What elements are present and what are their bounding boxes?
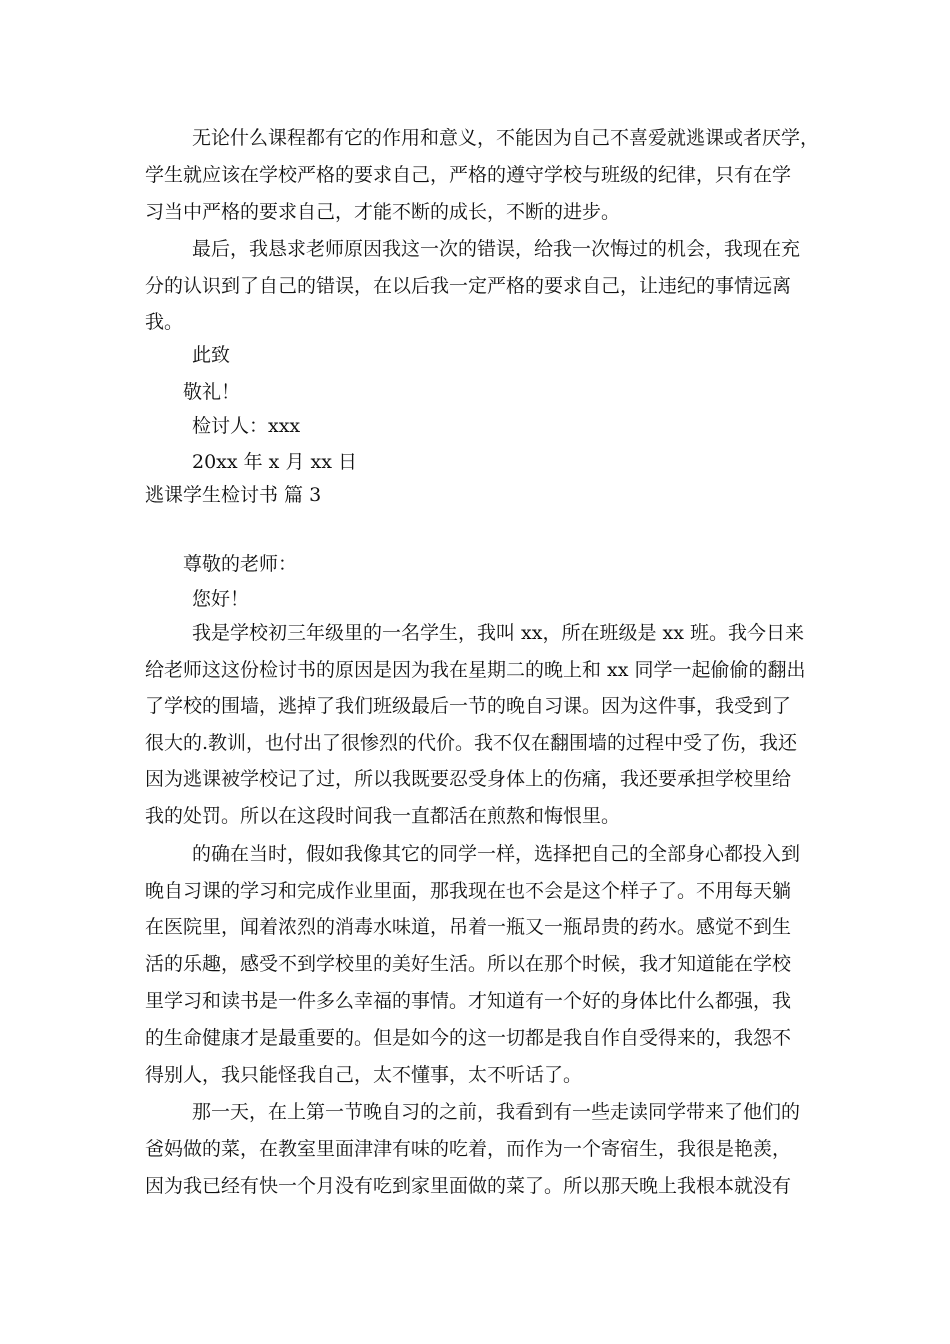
- paragraph-line: 得别人，我只能怪我自己，太不懂事，太不听话了。: [145, 1064, 583, 1086]
- signature-line: 检讨人：xxx: [192, 415, 301, 437]
- paragraph-line: 无论什么课程都有它的作用和意义，不能因为自己不喜爱就逃课或者厌学，: [192, 127, 820, 149]
- paragraph-line: 里学习和读书是一件多么幸福的事情。才知道有一个好的身体比什么都强，我: [145, 990, 792, 1012]
- greeting-line: 您好！: [192, 588, 250, 610]
- section-title: 逃课学生检讨书 篇 3: [145, 484, 322, 506]
- paragraph-line: 分的认识到了自己的错误，在以后我一定严格的要求自己，让违纪的事情远离: [145, 275, 792, 297]
- paragraph-line: 最后，我恳求老师原因我这一次的错误，给我一次悔过的机会，我现在充: [192, 238, 801, 260]
- paragraph-line: 给老师这这份检讨书的原因是因为我在星期二的晚上和 xx 同学一起偷偷的翻出: [145, 659, 806, 681]
- paragraph-line: 学生就应该在学校严格的要求自己，严格的遵守学校与班级的纪律，只有在学: [145, 164, 792, 186]
- paragraph-line: 我的处罚。所以在这段时间我一直都活在煎熬和悔恨里。: [145, 805, 621, 827]
- closing-line: 此致: [192, 344, 231, 366]
- paragraph-line: 我。: [145, 311, 184, 333]
- date-line: 20xx 年 x 月 xx 日: [192, 451, 357, 473]
- paragraph-line: 活的乐趣，感受不到学校里的美好生活。所以在那个时候，我才知道能在学校: [145, 953, 792, 975]
- paragraph-line: 在医院里，闻着浓烈的消毒水味道，吊着一瓶又一瓶昂贵的药水。感觉不到生: [145, 916, 792, 938]
- paragraph-line: 了学校的围墙，逃掉了我们班级最后一节的晚自习课。因为这件事，我受到了: [145, 695, 792, 717]
- paragraph-line: 很大的.教训，也付出了很惨烈的代价。我不仅在翻围墙的过程中受了伤，我还: [145, 732, 798, 754]
- paragraph-line: 习当中严格的要求自己，才能不断的成长，不断的进步。: [145, 201, 621, 223]
- paragraph-line: 那一天，在上第一节晚自习的之前，我看到有一些走读同学带来了他们的: [192, 1101, 801, 1123]
- paragraph-line: 爸妈做的菜，在教室里面津津有味的吃着，而作为一个寄宿生，我很是艳羡，: [145, 1138, 792, 1160]
- paragraph-line: 因为我已经有快一个月没有吃到家里面做的菜了。所以那天晚上我根本就没有: [145, 1175, 792, 1197]
- greeting-line: 尊敬的老师：: [183, 553, 298, 575]
- paragraph-line: 我是学校初三年级里的一名学生，我叫 xx，所在班级是 xx 班。我今日来: [192, 622, 804, 644]
- salutation-line: 敬礼！: [183, 381, 241, 403]
- paragraph-line: 的确在当时，假如我像其它的同学一样，选择把自己的全部身心都投入到: [192, 843, 801, 865]
- paragraph-line: 的生命健康才是最重要的。但是如今的这一切都是我自作自受得来的，我怨不: [145, 1027, 792, 1049]
- paragraph-line: 晚自习课的学习和完成作业里面，那我现在也不会是这个样子了。不用每天躺: [145, 880, 792, 902]
- paragraph-line: 因为逃课被学校记了过，所以我既要忍受身体上的伤痛，我还要承担学校里给: [145, 768, 792, 790]
